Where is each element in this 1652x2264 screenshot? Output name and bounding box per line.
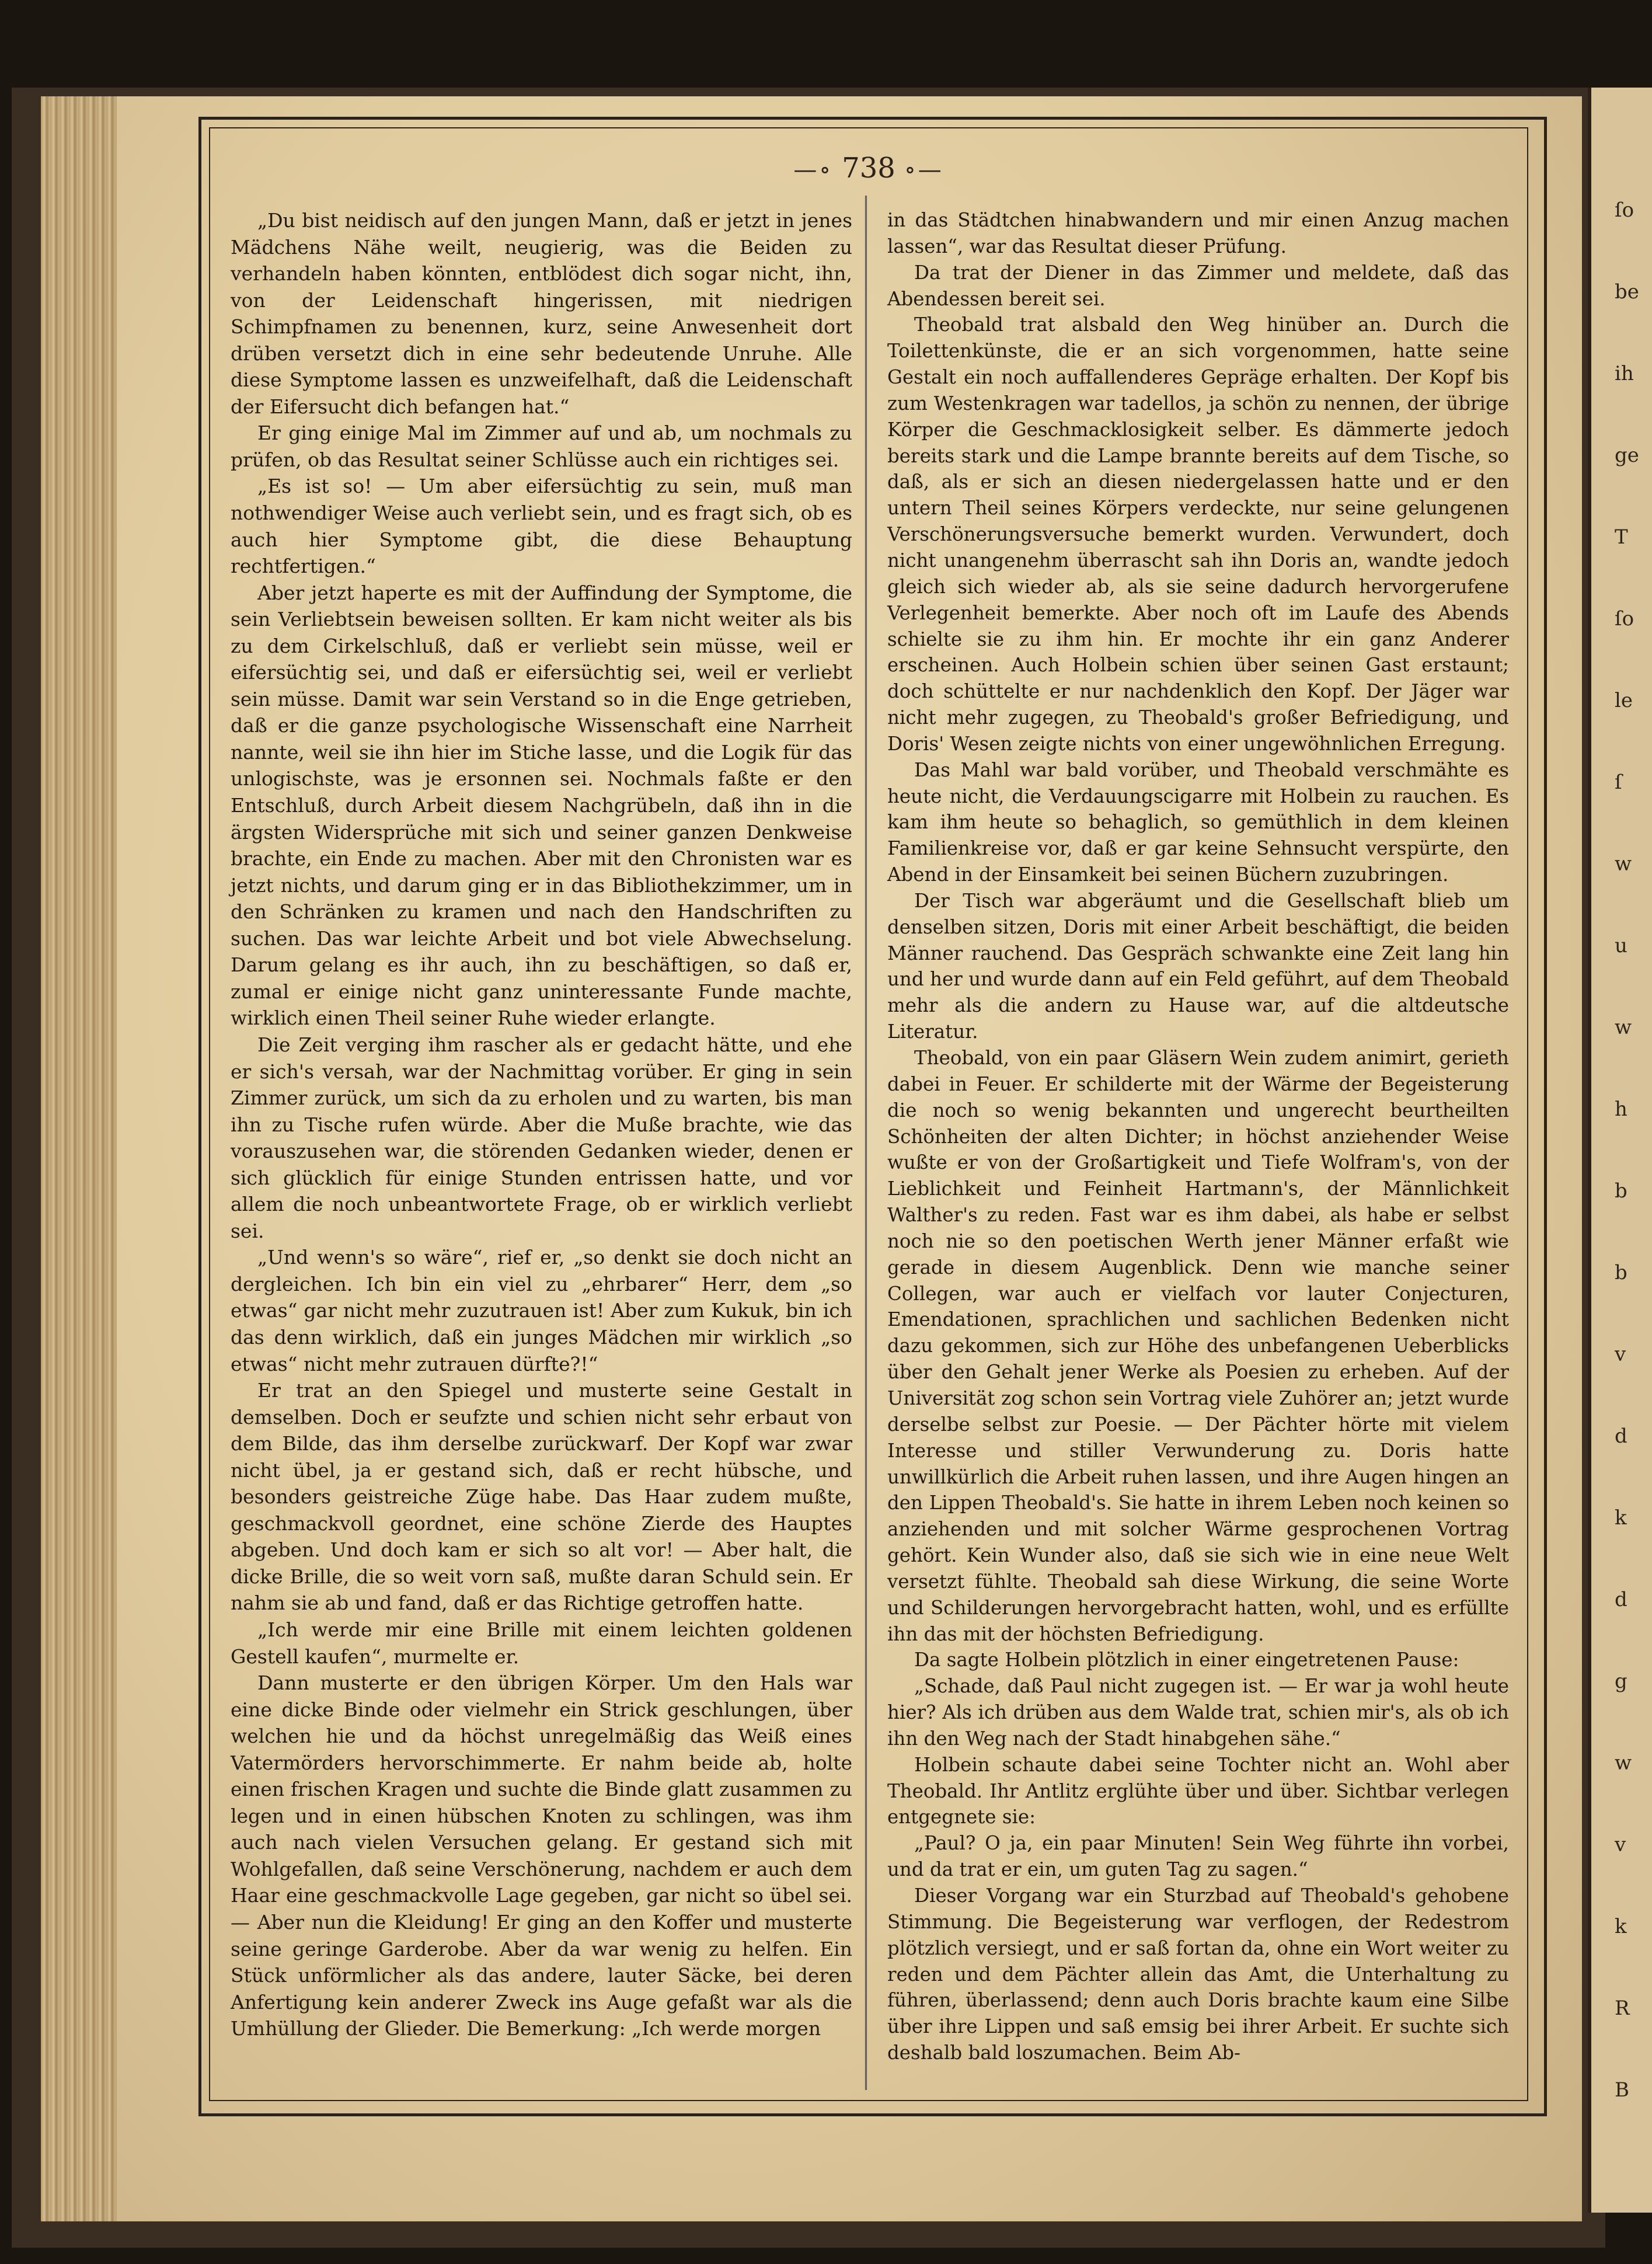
text-column-left xyxy=(231,207,852,2042)
facing-page-text-fragment: h xyxy=(1615,1098,1627,1121)
facing-page-text-fragment: u xyxy=(1615,934,1627,957)
page-header xyxy=(209,152,1528,193)
column-divider xyxy=(865,196,867,2090)
facing-page-text-fragment: k xyxy=(1615,1915,1627,1938)
paragraph: Dieser Vorgang war ein Sturzbad auf Theobald's gehobene Stimmung. Die Begeisterung war verflogen, der Redestrom plötzlich versiegt, und er saß fortan da, ohne ein Wort weiter zu reden und dem Pächter allein das Amt, die Unterhaltung zu führen, überlassend; denn auch Doris brachte kaum eine Silbe über ihre Lippen und saß emsig bei ihrer Arbeit. Er suchte sich deshalb bald loszumachen. Beim Ab- xyxy=(887,1885,1509,2064)
facing-page-text-fragment: d xyxy=(1615,1588,1627,1611)
facing-page-text-fragment: v xyxy=(1615,1833,1626,1857)
facing-page-text-fragment: ſo xyxy=(1615,198,1634,222)
facing-page-text-fragment: w xyxy=(1615,852,1632,876)
paragraph: „Schade, daß Paul nicht zugegen ist. — Er war ja wohl heute hier? Als ich drüben aus dem Walde trat, schien mir's, als ob ich ihn den Weg nach der Stadt hinabgehen sähe.“ xyxy=(887,1675,1509,1750)
facing-page-text-fragment: le xyxy=(1615,689,1633,712)
paragraph: Da trat der Diener in das Zimmer und meldete, daß das Abendessen bereit sei. xyxy=(887,261,1509,310)
paragraph: „Es ist so! — Um aber eifersüchtig zu sein, muß man nothwendiger Weise auch verliebt sein, und es fragt sich, ob es auch hier Symptome gibt, die diese Behauptung rechtfertigen.“ xyxy=(231,475,852,578)
paragraph: Der Tisch war abgeräumt und die Gesellschaft blieb um denselben sitzen, Doris mit einer Arbeit beschäftigt, die beiden Männer rauchend. Das Gespräch schwankte eine Zeit lang hin und her und wurde dann auf ein Feld geführt, auf dem Theobald mehr als die andern zu Hause war, auf die altdeutsche Literatur. xyxy=(887,889,1509,1043)
facing-page-text-fragment: ge xyxy=(1615,444,1639,467)
paragraph: Dann musterte er den übrigen Körper. Um den Hals war eine dicke Binde oder vielmehr ein Strick geschlungen, über welchen hie und da höchst unregelmäßig das Weiß eines Vatermörders hervorschimmerte. Er nahm beide ab, holte einen frischen Kragen und suchte die Binde glatt zusammen zu legen und in einen hübschen Knoten zu schlingen, was ihm auch nach vielen Versuchen gelang. Er gestand sich mit Wohlgefallen, daß seine Verschönerung, nachdem er auch dem Haar eine geschmackvolle Lage gegeben, gar nicht so übel sei. — Aber nun die Kleidung! Er ging an den Koffer und musterte seine geringe Garderobe. Aber da war wenig zu helfen. Ein Stück unförmlicher als das andere, lauter Säcke, bei deren Anfertigung kein anderer Zweck ins Auge gefaßt war als die Umhüllung der Glieder. Die Bemerkung: „Ich werde morgen xyxy=(231,1671,852,2040)
paragraph: Da sagte Holbein plötzlich in einer eingetretenen Pause: xyxy=(914,1649,1459,1671)
page-number: 738 xyxy=(842,152,895,184)
facing-page-text-fragment: ih xyxy=(1615,362,1634,385)
facing-page-text-fragment: B xyxy=(1615,2078,1629,2102)
paragraph: Aber jetzt haperte es mit der Auffindung der Symptome, die sein Verliebtsein beweisen sollten. Er kam nicht weiter als bis zu dem Cirkelschluß, daß er verliebt sein müsse, weil er eifersüchtig sei, und daß er eifersüchtig sei, weil er verliebt sein müsse. Damit war sein Verstand so in die Enge getrieben, daß er die ganze psychologische Wissenschaft eine Narrheit nannte, weil sie ihn hier im Stiche lasse, und die Logik für das unlogischste, was je ersonnen sei. Nochmals faßte er den Entschluß, durch Arbeit diesem Nachgrübeln, daß ihn in die ärgsten Widersprüche mit sich und seiner ganzen Denkweise brachte, ein Ende zu machen. Aber mit den Chronisten war es jetzt nichts, und darum ging er in das Bibliothekzimmer, um in den Schränken zu kramen und nach den Handschriften zu suchen. Das war leichte Arbeit und bot viele Abwechselung. Darum gelang es ihr auch, ihn zu beschäftigen, so daß er, zumal er einige nicht ganz uninteressante Funde machte, wirklich einen Theil seiner Ruhe wieder erlangte. xyxy=(231,581,852,1030)
paragraph: Die Zeit verging ihm rascher als er gedacht hätte, und ehe er sich's versah, war der Nachmittag vorüber. Er ging in sein Zimmer zurück, um sich da zu erholen und zu warten, bis man ihn zu Tische rufen würde. Aber die Muße brachte, wie das vorauszusehen war, die störenden Gedanken wieder, denen er sich glücklich für einige Stunden entrissen hatte, und vor allem die noch unbeantwortete Frage, ob er wirklich verliebt sei. xyxy=(231,1033,852,1242)
facing-page-text-fragment: ſ xyxy=(1615,771,1622,794)
facing-page-fragment xyxy=(1588,88,1652,2213)
text-column-right xyxy=(887,207,1509,2066)
facing-page-text-fragment: b xyxy=(1615,1179,1627,1203)
facing-page-text-fragment: k xyxy=(1615,1506,1627,1530)
facing-page-text-fragment: be xyxy=(1615,280,1639,304)
paragraph: Das Mahl war bald vorüber, und Theobald verschmähte es heute nicht, die Verdauungscigarre mit Holbein zu rauchen. Es kam ihm heute so behaglich, so gemüthlich in dem kleinen Familienkreise vor, daß er gar keine Sehnsucht verspürte, den Abend in der Einsamkeit bei seinen Büchern zuzubringen. xyxy=(887,758,1509,886)
paragraph: Er ging einige Mal im Zimmer auf und ab, um nochmals zu prüfen, ob das Resultat seiner Schlüsse auch ein richtiges sei. xyxy=(231,422,852,471)
paragraph: Holbein schaute dabei seine Tochter nicht an. Wohl aber Theobald. Ihr Antlitz erglühte über und über. Sichtbar verlegen entgegnete sie: xyxy=(887,1753,1509,1828)
paragraph: „Paul? O ja, ein paar Minuten! Sein Weg führte ihn vorbei, und da trat er ein, um guten Tag zu sagen.“ xyxy=(887,1832,1509,1881)
facing-page-text-fragment: T xyxy=(1615,525,1628,549)
paragraph: Er trat an den Spiegel und musterte seine Gestalt in demselben. Doch er seufzte und schien nicht sehr erbaut von dem Bilde, das ihm derselbe zurückwarf. Der Kopf war zwar nicht übel, ja er gestand sich, daß er recht hübsche, und besonders geistreiche Züge habe. Das Haar zudem mußte, geschmackvoll geordnet, eine schöne Zierde des Hauptes abgeben. Und doch kam er sich so alt vor! — Aber halt, die dicke Brille, die so weit vorn saß, mußte daran Schuld sein. Er nahm sie ab und fand, daß er das Richtige getroffen hatte. xyxy=(231,1379,852,1615)
page-stack-edges xyxy=(41,96,117,2221)
facing-page-text-fragment: w xyxy=(1615,1751,1632,1775)
facing-page-text-fragment: g xyxy=(1615,1670,1627,1693)
header-ornament-right: ∘— xyxy=(904,156,944,183)
facing-page-text-fragment: v xyxy=(1615,1343,1626,1366)
facing-page-text-fragment: w xyxy=(1615,1016,1632,1039)
paragraph: in das Städtchen hinabwandern und mir einen Anzug machen lassen“, war das Resultat dieser Prüfung. xyxy=(887,209,1509,257)
facing-page-text-fragment: ſo xyxy=(1615,607,1634,631)
facing-page-text-fragment: d xyxy=(1615,1424,1627,1448)
header-ornament-left: —∘ xyxy=(793,156,833,183)
facing-page-text-fragment: R xyxy=(1615,1997,1630,2020)
facing-page-text-fragment: b xyxy=(1615,1261,1627,1284)
paragraph: „Und wenn's so wäre“, rief er, „so denkt sie doch nicht an dergleichen. Ich bin ein viel zu „ehrbarer“ Herr, dem „so etwas“ gar nicht mehr zuzutrauen ist! Aber zum Kukuk, bin ich das denn wirklich, daß ein junges Mädchen mir wirklich „so etwas“ nicht mehr zutrauen dürfte?!“ xyxy=(231,1246,852,1375)
paragraph: „Du bist neidisch auf den jungen Mann, daß er jetzt in jenes Mädchens Nähe weilt, neugierig, was die Beiden zu verhandeln haben könnten, entblödest dich sogar nicht, ihn, von der Leidenschaft hingerissen, mit niedrigen Schimpfnamen zu benennen, kurz, seine Anwesenheit dort drüben versetzt dich in eine sehr bedeutende Unruhe. Alle diese Symptome lassen es unzweifelhaft, daß die Leidenschaft der Eifersucht dich befangen hat.“ xyxy=(231,209,852,418)
paragraph: Theobald trat alsbald den Weg hinüber an. Durch die Toilettenkünste, die er an sich vorgenommen, hatte seine Gestalt ein noch auffallenderes Gepräge erhalten. Der Kopf bis zum Westenkragen war tadellos, ja schön zu nennen, der übrige Körper die Geschmacklosigkeit selber. Es dämmerte jedoch bereits stark und die Lampe brannte bereits auf dem Tische, so daß, als er sich an diesen niedergelassen hatte und er den untern Theil seines Körpers verdeckte, nur seine gelungenen Verschönerungsversuche bemerkt wurden. Verwundert, doch nicht unangenehm überrascht sah ihn Doris an, wandte jedoch gleich sich wieder ab, als sie seine dadurch hervorgerufene Verlegenheit bemerkte. Aber noch oft im Laufe des Abends schielte sie zu ihm hin. Er mochte ihr ein ganz Anderer erscheinen. Auch Holbein schien über seinen Gast erstaunt; doch schüttelte er nur nachdenklich den Kopf. Der Jäger war nicht mehr zugegen, zu Theobald's großer Befriedigung, und Doris' Wesen zeigte nichts von einer ungewöhnlichen Erregung. xyxy=(887,314,1509,755)
paragraph: „Ich werde mir eine Brille mit einem leichten goldenen Gestell kaufen“, murmelte er. xyxy=(231,1618,852,1668)
paragraph: Theobald, von ein paar Gläsern Wein zudem animirt, gerieth dabei in Feuer. Er schilderte mit der Wärme der Begeisterung die noch so wenig bekannten und ungerecht beurtheilten Schönheiten der alten Dichter; in höchst anziehender Weise wußte er von der Großartigkeit und Tiefe Wolfram's, von der Lieblichkeit und Feinheit Hartmann's, der Männlichkeit Walther's zu reden. Fast war es ihm dabei, als habe er selbst noch nie so den poetischen Werth jener Männer erfaßt wie gerade in diesem Augenblick. Denn wie manche seiner Collegen, war auch er vielfach vor lauter Conjecturen, Emendationen, sprachlichen und sachlichen Bedenken nicht dazu gekommen, sich zur Höhe des unbefangenen Ueberblicks über den Gehalt jener Werke als Poesien zu erheben. Auf der Universität zog schon sein Vortrag viele Zuhörer an; jetzt wurde derselbe selbst zur Poesie. — Der Pächter hörte mit vielem Interesse und stiller Verwunderung zu. Doris hatte unwillkürlich die Arbeit ruhen lassen, und ihre Augen hingen an den Lippen Theobald's. Sie hatte in ihrem Leben noch keinen so anziehenden und mit solcher Wärme gesprochenen Vortrag gehört. Kein Wunder also, daß sie sich wie in eine neue Welt versetzt fühlte. Theobald sah diese Wirkung, die seine Worte und Schilderungen hervorgebracht hatten, wohl, und es erfüllte ihn das mit der höchsten Befriedigung. xyxy=(887,1047,1509,1645)
